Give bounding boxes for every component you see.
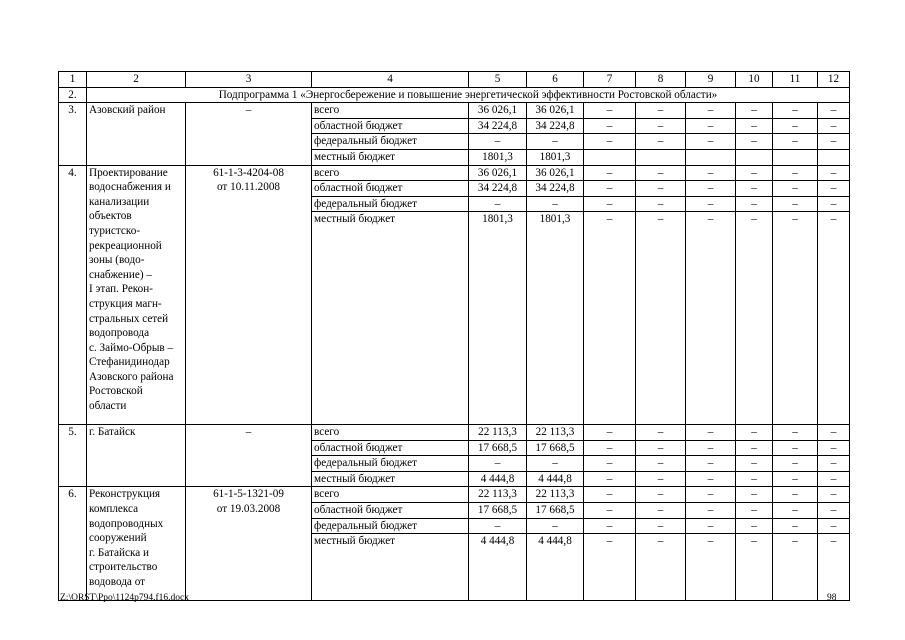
value-col10: –	[736, 502, 773, 518]
object-name-line: зоны (водо-	[89, 254, 145, 267]
value-col6: –	[527, 456, 584, 472]
value-col10: –	[736, 456, 773, 472]
value-col5: 22 113,3	[469, 487, 527, 503]
object-name-line: объектов	[89, 210, 132, 223]
value-col7	[584, 149, 636, 165]
value-col10: –	[736, 134, 773, 150]
value-col12: –	[818, 424, 850, 440]
value-col5: 1801,3	[469, 149, 527, 165]
column-number: 11	[773, 72, 818, 88]
value-col7: –	[584, 134, 636, 150]
value-col6: 34 224,8	[527, 118, 584, 134]
value-col10: –	[736, 487, 773, 503]
value-col6: –	[527, 518, 584, 534]
value-col11: –	[773, 456, 818, 472]
value-col6: 36 026,1	[527, 103, 584, 119]
value-col5: –	[469, 456, 527, 472]
value-col11: –	[773, 471, 818, 487]
value-col12: –	[818, 103, 850, 119]
value-col11: –	[773, 518, 818, 534]
value-col8	[636, 149, 686, 165]
row-number: 5.	[59, 424, 87, 486]
value-col8: –	[636, 212, 686, 425]
value-col8: –	[636, 534, 686, 601]
object-name-line: снабжение) –	[89, 268, 152, 281]
document-ref-line: 61-1-3-4204-08	[213, 166, 284, 179]
value-col12: –	[818, 134, 850, 150]
value-col12: –	[818, 518, 850, 534]
object-name-line: струкция магн-	[89, 297, 162, 310]
value-col9: –	[686, 181, 736, 197]
value-col9: –	[686, 196, 736, 212]
value-col10: –	[736, 165, 773, 181]
table-row	[59, 487, 850, 503]
value-col5: –	[469, 518, 527, 534]
value-col12: –	[818, 534, 850, 601]
funding-source: всего	[312, 165, 469, 181]
funding-source: федеральный бюджет	[312, 134, 469, 150]
value-col9: –	[686, 440, 736, 456]
footer-page-number: 98	[827, 593, 837, 603]
funding-table	[58, 71, 850, 601]
value-col10: –	[736, 118, 773, 134]
row-number: 3.	[59, 103, 87, 165]
object-name-line: Реконструкция	[89, 488, 161, 501]
value-col7: –	[584, 212, 636, 425]
value-col12: –	[818, 181, 850, 197]
object-name-line: водопровода	[89, 327, 150, 340]
column-number: 9	[686, 72, 736, 88]
column-number: 4	[312, 72, 469, 88]
value-col11: –	[773, 103, 818, 119]
value-col7: –	[584, 103, 636, 119]
column-number: 2	[87, 72, 186, 88]
value-col11: –	[773, 502, 818, 518]
funding-source: областной бюджет	[312, 440, 469, 456]
value-col8: –	[636, 471, 686, 487]
value-col11: –	[773, 440, 818, 456]
object-name-line: комплекса	[89, 502, 139, 515]
object-name-line: Ростовской	[89, 385, 143, 398]
value-col7: –	[584, 456, 636, 472]
value-col8: –	[636, 165, 686, 181]
value-col5: 17 668,5	[469, 502, 527, 518]
value-col7: –	[584, 471, 636, 487]
value-col9: –	[686, 518, 736, 534]
value-col12: –	[818, 212, 850, 425]
value-col7: –	[584, 165, 636, 181]
value-col9: –	[686, 165, 736, 181]
value-col11: –	[773, 212, 818, 425]
value-col9: –	[686, 534, 736, 601]
value-col8: –	[636, 440, 686, 456]
value-col5: 4 444,8	[469, 534, 527, 601]
document-ref-line: от 19.03.2008	[216, 502, 281, 515]
object-name-line: водовода от	[89, 575, 146, 588]
value-col12: –	[818, 165, 850, 181]
value-col6: 36 026,1	[527, 165, 584, 181]
funding-source: всего	[312, 103, 469, 119]
object-name-line: водопроводных	[89, 517, 164, 530]
value-col11: –	[773, 181, 818, 197]
funding-source: областной бюджет	[312, 502, 469, 518]
value-col6: 1801,3	[527, 212, 584, 425]
value-col9: –	[686, 502, 736, 518]
value-col9: –	[686, 424, 736, 440]
value-col10: –	[736, 424, 773, 440]
value-col5: 34 224,8	[469, 118, 527, 134]
value-col5: 17 668,5	[469, 440, 527, 456]
value-col7: –	[584, 440, 636, 456]
column-number: 10	[736, 72, 773, 88]
object-name	[87, 165, 186, 424]
value-col12: –	[818, 487, 850, 503]
value-col7: –	[584, 534, 636, 601]
value-col6: 17 668,5	[527, 502, 584, 518]
value-col9	[686, 149, 736, 165]
document-ref-line: 61-1-5-1321-09	[213, 488, 284, 501]
value-col10: –	[736, 534, 773, 601]
value-col10: –	[736, 212, 773, 425]
row-number: 2.	[59, 87, 87, 103]
value-col5: 1801,3	[469, 212, 527, 425]
value-col7: –	[584, 181, 636, 197]
value-col5: –	[469, 134, 527, 150]
document-ref-line: от 10.11.2008	[216, 181, 281, 194]
value-col9: –	[686, 212, 736, 425]
value-col10	[736, 149, 773, 165]
value-col7: –	[584, 424, 636, 440]
subprogram-title: Подпрограмма 1 «Энергосбережение и повышение энергетической эффективности Ростовской области»	[87, 87, 850, 103]
value-col11: –	[773, 534, 818, 601]
value-col9: –	[686, 134, 736, 150]
value-col10: –	[736, 181, 773, 197]
value-col5: 36 026,1	[469, 165, 527, 181]
funding-source: областной бюджет	[312, 118, 469, 134]
value-col11: –	[773, 118, 818, 134]
column-number: 8	[636, 72, 686, 88]
object-name-line: Проектирование	[89, 166, 168, 179]
value-col7: –	[584, 502, 636, 518]
value-col7: –	[584, 118, 636, 134]
object-name-line: I этап. Рекон-	[89, 283, 153, 296]
value-col10: –	[736, 196, 773, 212]
document-ref: –	[186, 103, 312, 165]
value-col5: 36 026,1	[469, 103, 527, 119]
value-col9: –	[686, 118, 736, 134]
value-col10: –	[736, 471, 773, 487]
value-col6: 17 668,5	[527, 440, 584, 456]
object-name	[87, 487, 186, 600]
value-col5: 34 224,8	[469, 181, 527, 197]
value-col6: –	[527, 196, 584, 212]
object-name-line: водоснабжения и	[89, 181, 171, 194]
object-name-line: с. Займо-Обрыв –	[89, 341, 174, 354]
column-number-row	[59, 72, 850, 88]
value-col10: –	[736, 103, 773, 119]
table-body	[59, 72, 850, 601]
value-col8: –	[636, 487, 686, 503]
row-number: 4.	[59, 165, 87, 424]
object-name-line: области	[89, 400, 127, 413]
subprogram-row	[59, 87, 850, 103]
footer-file-path: Z:\ORST\Ppo\1124p794.f16.docx	[60, 593, 189, 603]
funding-source: федеральный бюджет	[312, 518, 469, 534]
value-col8: –	[636, 118, 686, 134]
object-name-line: рекреационной	[89, 239, 162, 252]
funding-source: федеральный бюджет	[312, 196, 469, 212]
object-name-line: строительство	[89, 561, 158, 574]
value-col5: 22 113,3	[469, 424, 527, 440]
value-col11: –	[773, 165, 818, 181]
funding-source: областной бюджет	[312, 181, 469, 197]
value-col7: –	[584, 487, 636, 503]
value-col5: –	[469, 196, 527, 212]
funding-source: местный бюджет	[312, 534, 469, 601]
value-col12: –	[818, 196, 850, 212]
column-number: 5	[469, 72, 527, 88]
table-row	[59, 103, 850, 119]
value-col6: 1801,3	[527, 149, 584, 165]
value-col8: –	[636, 196, 686, 212]
value-col12	[818, 149, 850, 165]
value-col11	[773, 149, 818, 165]
value-col11: –	[773, 424, 818, 440]
column-number: 6	[527, 72, 584, 88]
object-name: Азовский район	[87, 103, 186, 165]
value-col11: –	[773, 487, 818, 503]
table-row	[59, 165, 850, 181]
value-col6: 22 113,3	[527, 424, 584, 440]
document-ref	[186, 487, 312, 600]
object-name-line: стральных сетей	[89, 312, 169, 325]
funding-source: федеральный бюджет	[312, 456, 469, 472]
funding-source: местный бюджет	[312, 471, 469, 487]
value-col9: –	[686, 471, 736, 487]
value-col8: –	[636, 518, 686, 534]
value-col12: –	[818, 456, 850, 472]
value-col8: –	[636, 502, 686, 518]
funding-source: местный бюджет	[312, 149, 469, 165]
value-col9: –	[686, 487, 736, 503]
value-col8: –	[636, 134, 686, 150]
value-col10: –	[736, 518, 773, 534]
value-col8: –	[636, 181, 686, 197]
document-ref	[186, 165, 312, 424]
value-col6: 4 444,8	[527, 471, 584, 487]
funding-source: местный бюджет	[312, 212, 469, 425]
funding-source: всего	[312, 424, 469, 440]
value-col12: –	[818, 502, 850, 518]
value-col11: –	[773, 134, 818, 150]
value-col12: –	[818, 118, 850, 134]
document-ref: –	[186, 424, 312, 486]
column-number: 12	[818, 72, 850, 88]
value-col8: –	[636, 456, 686, 472]
funding-source: всего	[312, 487, 469, 503]
value-col9: –	[686, 103, 736, 119]
value-col9: –	[686, 456, 736, 472]
object-name-line: Стефанидинодар	[89, 356, 170, 369]
column-number: 1	[59, 72, 87, 88]
value-col11: –	[773, 196, 818, 212]
row-number: 6.	[59, 487, 87, 600]
value-col12: –	[818, 471, 850, 487]
value-col8: –	[636, 103, 686, 119]
value-col10: –	[736, 440, 773, 456]
table-row	[59, 424, 850, 440]
column-number: 7	[584, 72, 636, 88]
value-col5: 4 444,8	[469, 471, 527, 487]
value-col7: –	[584, 196, 636, 212]
object-name-line: сооружений	[89, 532, 147, 545]
object-name: г. Батайск	[87, 424, 186, 486]
value-col8: –	[636, 424, 686, 440]
column-number: 3	[186, 72, 312, 88]
value-col12: –	[818, 440, 850, 456]
value-col6: –	[527, 134, 584, 150]
object-name-line: туристско-	[89, 224, 141, 237]
object-name-line: канализации	[89, 195, 150, 208]
object-name-line: Азовского района	[89, 370, 174, 383]
value-col6: 34 224,8	[527, 181, 584, 197]
value-col7: –	[584, 518, 636, 534]
value-col6: 4 444,8	[527, 534, 584, 601]
object-name-line: г. Батайска и	[89, 546, 149, 559]
value-col6: 22 113,3	[527, 487, 584, 503]
